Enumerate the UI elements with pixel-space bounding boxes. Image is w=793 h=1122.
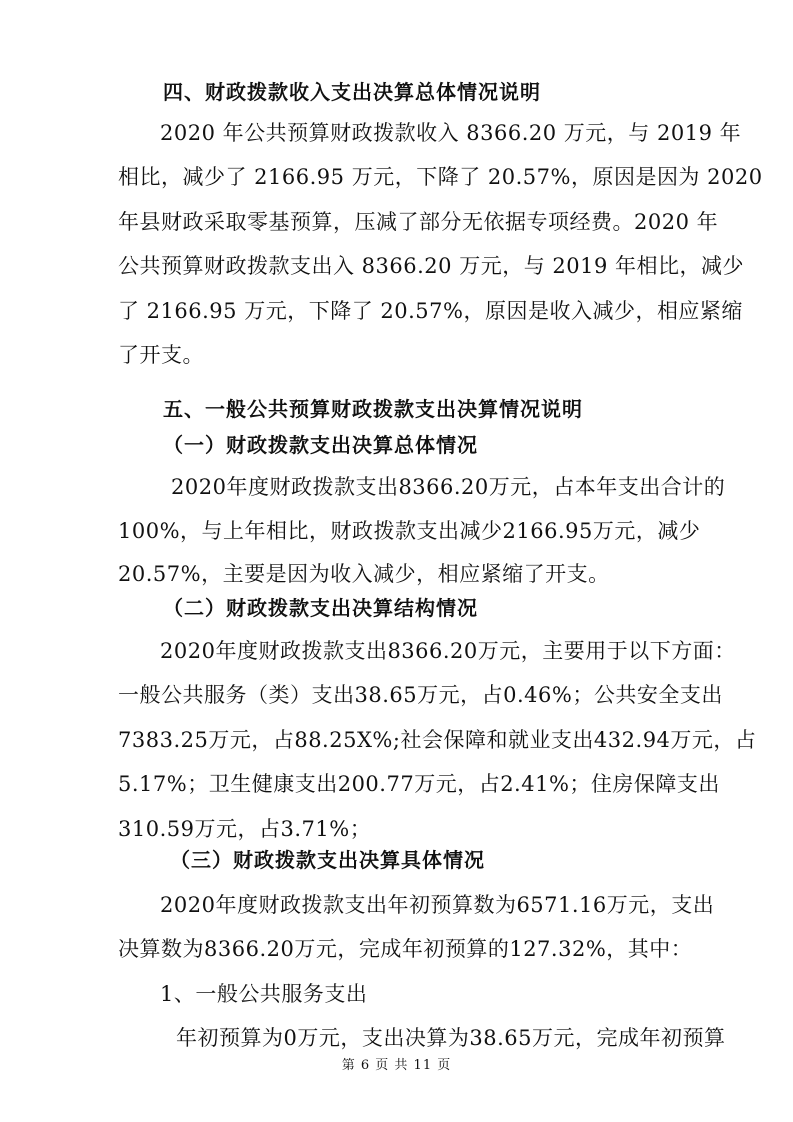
section-heading-5: 五、一般公共预算财政拨款支出决算情况说明 [163,397,583,421]
list-item-1: 1、一般公共服务支出 [160,982,368,1006]
paragraph-line: 年初预算为0万元，支出决算为38.65万元，完成年初预算 [176,1026,726,1050]
paragraph-line: 7383.25万元，占88.25X%;社会保障和就业支出432.94万元，占 [118,728,757,752]
paragraph-line: 年县财政采取零基预算，压减了部分无依据专项经费。2020 年 [118,210,719,234]
paragraph-line: 一般公共服务（类）支出38.65万元，占0.46%；公共安全支出 [118,683,723,707]
subsection-heading-2: （二）财政拨款支出决算结构情况 [163,596,478,620]
paragraph-line: 2020年度财政拨款支出年初预算数为6571.16万元，支出 [160,893,715,917]
subsection-heading-1: （一）财政拨款支出决算总体情况 [163,433,478,457]
paragraph-line: 了 2166.95 万元，下降了 20.57%，原因是收入减少，相应紧缩 [118,299,743,323]
page-footer: 第 6 页 共 11 页 [341,1058,452,1073]
section-heading-4: 四、财政拨款收入支出决算总体情况说明 [163,80,541,104]
paragraph-line: 了开支。 [118,343,204,367]
paragraph-line: 决算数为8366.20万元，完成年初预算的127.32%，其中： [118,937,693,961]
subsection-heading-3: （三）财政拨款支出决算具体情况 [170,848,485,872]
paragraph-line: 20.57%，主要是因为收入减少，相应紧缩了开支。 [118,562,610,586]
paragraph-line: 100%，与上年相比，财政拨款支出减少2166.95万元，减少 [118,519,701,543]
paragraph-line: 相比，减少了 2166.95 万元，下降了 20.57%，原因是因为 2020 [118,165,763,189]
paragraph-line: 2020年度财政拨款支出8366.20万元，占本年支出合计的 [171,475,726,499]
paragraph-line: 310.59万元，占3.71%； [118,817,372,841]
paragraph-line: 2020年度财政拨款支出8366.20万元，主要用于以下方面： [160,639,736,663]
paragraph-line: 5.17%；卫生健康支出200.77万元，占2.41%；住房保障支出 [118,772,720,796]
paragraph-line: 公共预算财政拨款支出入 8366.20 万元，与 2019 年相比，减少 [118,254,744,278]
paragraph-line: 2020 年公共预算财政拨款收入 8366.20 万元，与 2019 年 [160,121,742,145]
